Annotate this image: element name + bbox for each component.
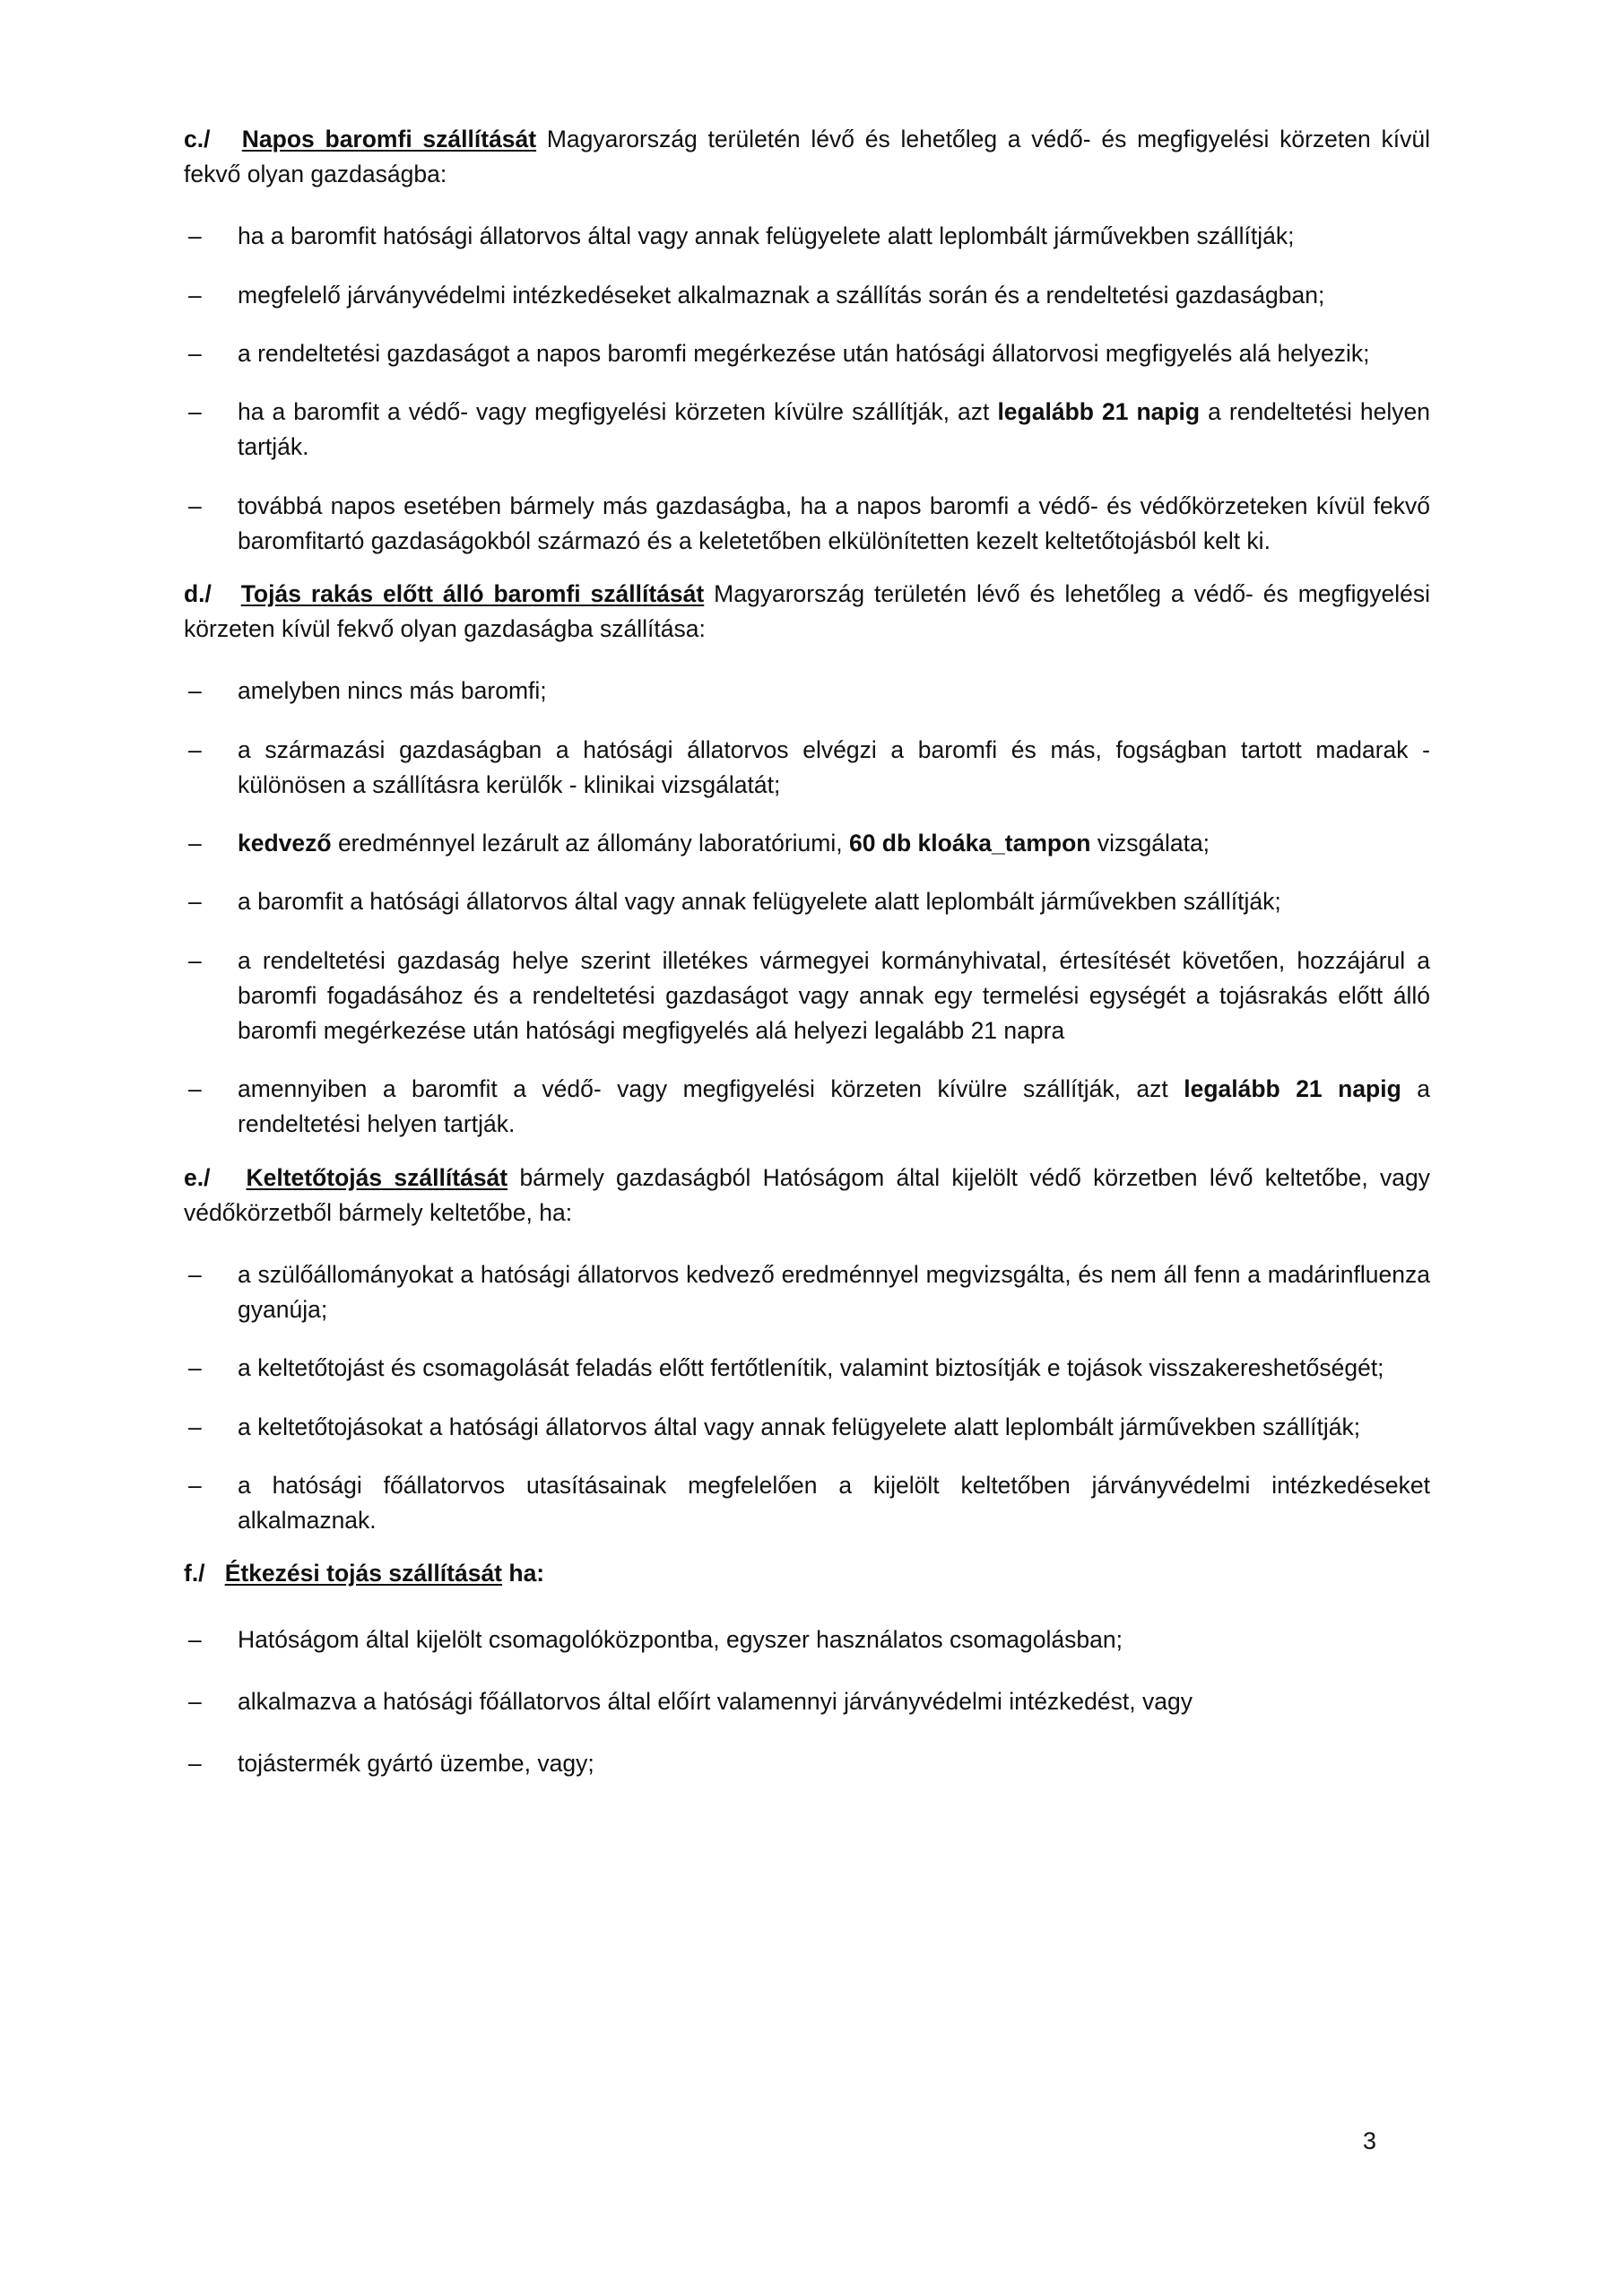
spacer: [184, 1592, 1430, 1622]
bullet-text: a baromfit a hatósági állatorvos által vagy annak felügyelete alatt leplombált járművekben szállítják;: [238, 888, 1281, 916]
bullet-text-before: ha a baromfit a védő- vagy megfigyelési körzeten kívülre szállítják, azt: [238, 398, 998, 426]
bullet-text-after: a rendeltetési helyen tartják.: [238, 398, 1430, 461]
bullet-dash-icon: –: [188, 1075, 202, 1103]
list-item: [184, 1746, 1430, 1781]
bullet-dash-icon: –: [188, 946, 202, 974]
bullet-text: [238, 826, 1430, 861]
section-marker-e: e./: [184, 1163, 211, 1191]
section-marker-c: c./: [184, 126, 211, 152]
bullet-dash-icon: –: [188, 888, 202, 916]
bullet-text: a szülőállományokat a hatósági állatorvos kedvező eredménnyel megvizsgálta, és nem áll fenn a madárinfluenza gyanúja;: [238, 1261, 1430, 1324]
section-title-d: Tojás rakás előtt álló baromfi szállítását: [240, 579, 705, 607]
bullet-text: a származási gazdaságban a hatósági állatorvos elvégzi a baromfi és más, fogságban tartott madarak - különösen a szállításra kerülők - klinikai vizsgálatát;: [238, 735, 1430, 798]
bullet-text-mid: eredménnyel lezárult az állomány laboratóriumi,: [331, 830, 849, 857]
list-item: [184, 1072, 1430, 1142]
list-item: [184, 395, 1430, 465]
spacer: [184, 647, 1430, 674]
bullet-text: a rendeltetési gazdaságot a napos baromfi megérkezése után hatósági állatorvosi megfigyelés alá helyezik;: [238, 339, 1370, 367]
bullet-text-before: amennyiben a baromfit a védő- vagy megfigyelési körzeten kívülre szállítják, azt: [238, 1075, 1184, 1103]
bullet-dash-icon: –: [188, 1625, 202, 1653]
bullet-dash-icon: –: [188, 1354, 202, 1382]
list-item: [184, 733, 1430, 803]
bullet-dash-icon: –: [188, 222, 202, 250]
spacer: [184, 559, 1430, 577]
bullet-dash-icon: –: [188, 339, 202, 367]
list-item: [184, 336, 1430, 371]
section-lead-d: Magyarország területén lévő és lehetőleg a védő- és megfigyelési körzeten kívül fekvő olyan gazdaságba szállítása:: [184, 579, 1430, 643]
list-item: [184, 489, 1430, 559]
bullet-text-emphasis-2: 60 db kloáka_tampon: [848, 830, 1091, 857]
bullet-text: Hatóságom által kijelölt csomagolóközpontba, egyszer használatos csomagolásban;: [238, 1625, 1123, 1653]
list-item: [184, 1257, 1430, 1327]
section-heading-f: [184, 1556, 1430, 1591]
bullet-dash-icon: –: [188, 1413, 202, 1440]
bullet-dash-icon: –: [188, 1471, 202, 1499]
page-number: 3: [1363, 2127, 1377, 2154]
spacer: [184, 1538, 1430, 1556]
bullet-list-f: [184, 1622, 1430, 1782]
list-item: [184, 1351, 1430, 1386]
list-item: [184, 674, 1430, 709]
bullet-text: a keltetőtojásokat a hatósági állatorvos által vagy annak felügyelete alatt leplombált járművekben szállítják;: [238, 1413, 1361, 1440]
bullet-text: a hatósági főállatorvos utasításainak megfelelően a kijelölt keltetőben járványvédelmi intézkedéseket alkalmaznak.: [238, 1471, 1430, 1535]
bullet-text: ha a baromfit hatósági állatorvos által vagy annak felügyelete alatt leplombált járművekben szállítják;: [238, 222, 1295, 250]
bullet-dash-icon: –: [188, 1261, 202, 1289]
bullet-dash-icon: –: [188, 677, 202, 705]
spacer: [184, 1231, 1430, 1257]
section-title-c: Napos baromfi szállítását: [241, 126, 537, 152]
section-heading-d: [184, 577, 1430, 647]
list-item: [184, 1410, 1430, 1445]
section-marker-f: f./: [184, 1560, 205, 1587]
list-item: [184, 278, 1430, 313]
section-heading-c: [184, 122, 1430, 192]
spacer: [184, 1143, 1430, 1161]
section-lead-e: bármely gazdaságból Hatóságom által kijelölt védő körzetben lévő keltetőbe, vagy védőkörzetből bármely keltetőbe, ha:: [184, 1163, 1430, 1226]
bullet-text: tojástermék gyártó üzembe, vagy;: [238, 1750, 594, 1777]
list-item: [184, 884, 1430, 919]
bullet-text: megfelelő járványvédelmi intézkedéseket alkalmaznak a szállítás során és a rendeltetési gazdaságban;: [238, 281, 1325, 309]
section-title-f: Étkezési tojás szállítását: [224, 1560, 503, 1587]
page-content: [184, 122, 1430, 1781]
bullet-text: [238, 1072, 1430, 1142]
list-item: [184, 1622, 1430, 1657]
bullet-text: a rendeltetési gazdaság helye szerint illetékes vármegyei kormányhivatal, értesítését követően, hozzájárul a baromfi fogadásához és a rendeltetési gazdaságot vagy annak egy termelési egységét a tojásrakás előtt álló baromfi megérkezése után hatósági megfigyelés alá helyezi legalább 21 napra: [238, 946, 1430, 1044]
bullet-text-after: a rendeltetési helyen tartják.: [238, 1075, 1430, 1138]
bullet-text: alkalmazva a hatósági főállatorvos által előírt valamennyi járványvédelmi intézkedést, vagy: [238, 1687, 1193, 1715]
bullet-dash-icon: –: [188, 1687, 202, 1715]
bullet-text-after: vizsgálata;: [1090, 830, 1210, 857]
bullet-dash-icon: –: [188, 735, 202, 763]
list-item: [184, 1468, 1430, 1538]
bullet-text-emphasis: legalább 21 napig: [997, 398, 1201, 426]
list-item: [184, 944, 1430, 1049]
bullet-list-e: [184, 1257, 1430, 1538]
section-lead-f: ha:: [502, 1560, 545, 1587]
spacer: [184, 192, 1430, 219]
section-lead-c: Magyarország területén lévő és lehetőleg a védő- és megfigyelési körzeten kívül fekvő olyan gazdaságba:: [184, 126, 1430, 188]
bullet-dash-icon: –: [188, 830, 202, 857]
bullet-dash-icon: –: [188, 491, 202, 519]
bullet-list-c: [184, 219, 1430, 559]
section-heading-e: [184, 1161, 1430, 1231]
list-item: [184, 826, 1430, 861]
bullet-list-d: [184, 674, 1430, 1142]
bullet-text-emphasis: legalább 21 napig: [1184, 1075, 1401, 1103]
bullet-text: a keltetőtojást és csomagolását feladás előtt fertőtlenítik, valamint biztosítják e tojások visszakereshetőségét;: [238, 1354, 1384, 1382]
bullet-text: [238, 395, 1430, 465]
bullet-dash-icon: –: [188, 398, 202, 426]
section-marker-d: d./: [184, 579, 212, 607]
list-item: [184, 219, 1430, 254]
list-item: [184, 1684, 1430, 1719]
bullet-text: továbbá napos esetében bármely más gazdaságba, ha a napos baromfi a védő- és védőkörzeteken kívül fekvő baromfitartó gazdaságokból származó és a keletetőben elkülönítetten kezelt keltetőtojásból kelt ki.: [238, 491, 1430, 554]
bullet-text: amelyben nincs más baromfi;: [238, 677, 547, 705]
section-title-e: Keltetőtojás szállítását: [246, 1163, 508, 1191]
bullet-text-emphasis: kedvező: [238, 830, 332, 857]
bullet-dash-icon: –: [188, 281, 202, 309]
bullet-dash-icon: –: [188, 1750, 202, 1777]
